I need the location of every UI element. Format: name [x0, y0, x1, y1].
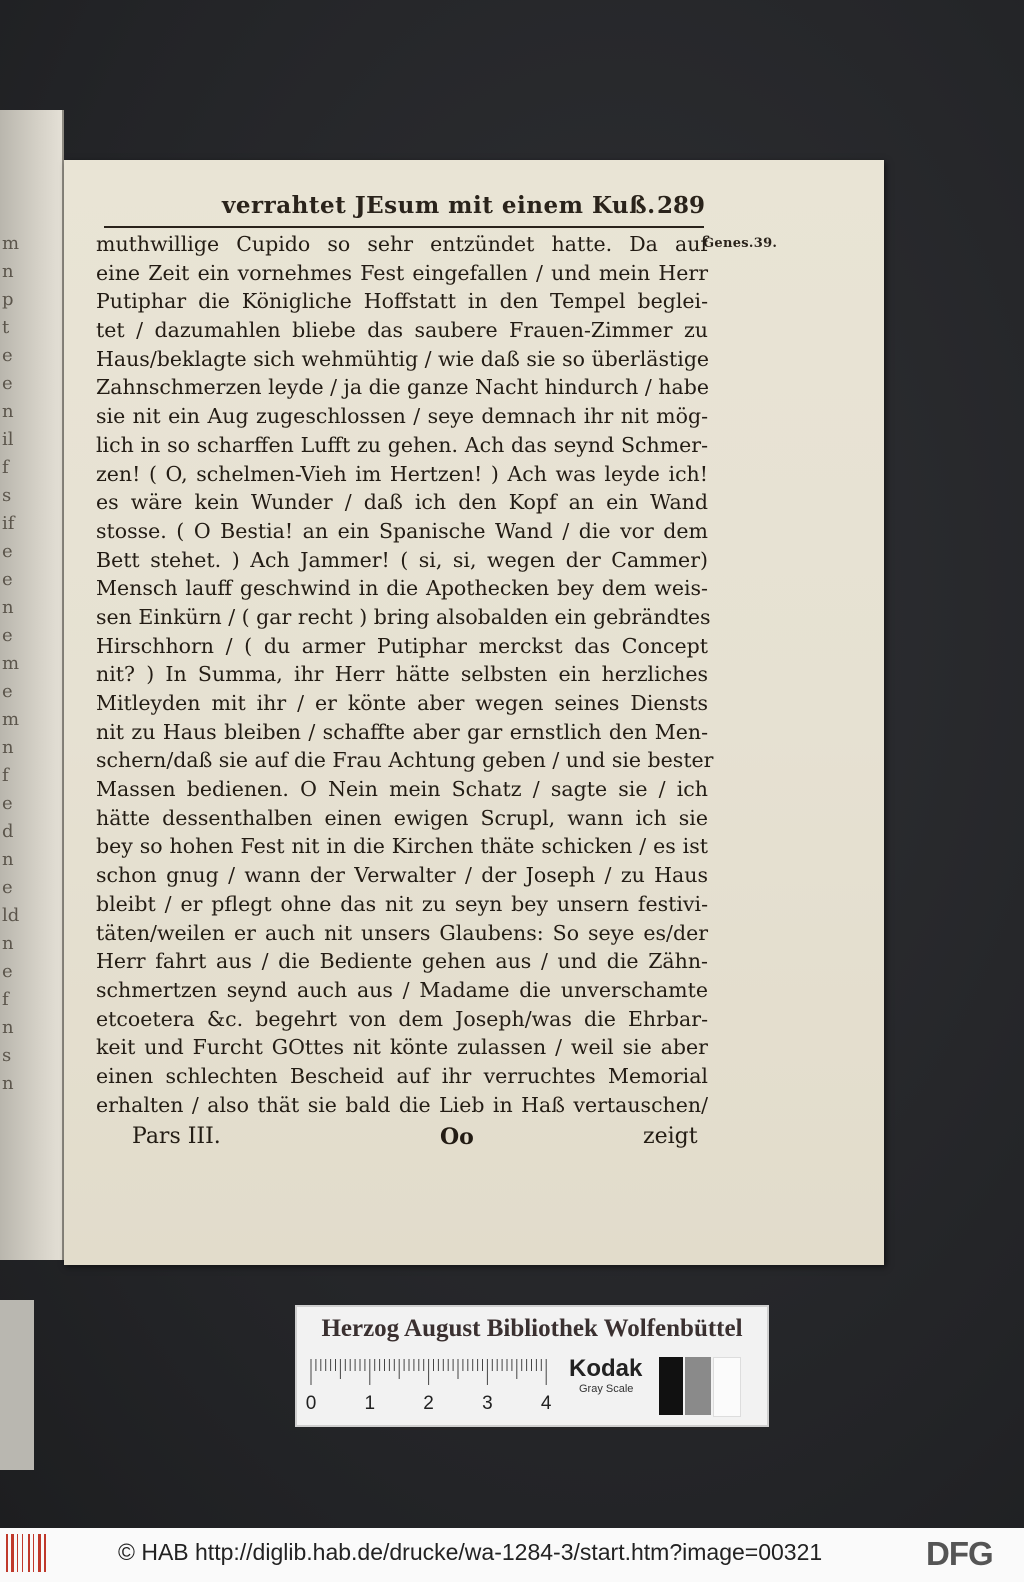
text-line: nit zu Haus bleiben / schaffte aber gar ernstlich den Men- — [96, 719, 708, 744]
text-line: tet / dazumahlen bliebe das saubere Frauen-Zimmer zu — [96, 318, 708, 343]
text-line: täten/weilen er auch nit unsers Glaubens: So seye es/der — [96, 920, 708, 945]
body-text — [96, 230, 714, 1119]
text-line: stosse. ( O Bestia! an ein Spanische Wand / die vor dem — [96, 518, 708, 543]
facing-page-text-fragments — [2, 230, 24, 1098]
text-line: lich in so scharffen Lufft zu gehen. Ach das seynd Schmer- — [96, 432, 708, 457]
facing-page-fragment: t — [2, 317, 10, 338]
facing-page-fragment: e — [2, 541, 13, 562]
text-line: Massen bedienen. O Nein mein Schatz / sagte sie / ich — [96, 777, 708, 802]
barcode-bar — [28, 1534, 30, 1572]
text-line: es wäre kein Wunder / daß ich den Kopf an ein Wand — [96, 490, 708, 515]
facing-page-fragment: n — [2, 849, 14, 870]
text-line: einen schlechten Bescheid auf ihr verruchtes Memorial — [96, 1063, 708, 1088]
text-line: muthwillige Cupido so sehr entzündet hatte. Da auf — [96, 232, 708, 256]
facing-page-fragment: if — [2, 513, 15, 534]
facing-page-fragment: d — [2, 821, 14, 842]
ruler-label: 1 — [364, 1393, 376, 1414]
text-line: Herr fahrt aus / die Bediente gehen aus / und die Zähn- — [96, 949, 708, 974]
facing-page-fragment: f — [2, 989, 9, 1010]
text-line: Hirschhorn / ( du armer Putiphar merckst das Concept — [96, 633, 708, 658]
facing-page-fragment: e — [2, 681, 13, 702]
barcode-bar — [17, 1534, 18, 1572]
text-line: Putiphar die Königliche Hoffstatt in den Tempel beglei- — [96, 289, 708, 314]
facing-page-edge — [0, 110, 64, 1260]
facing-page-fragment: e — [2, 877, 13, 898]
dfg-logo: DFG — [926, 1535, 993, 1572]
barcode-bar — [6, 1534, 8, 1572]
facing-page-fragment: e — [2, 569, 13, 590]
facing-page-fragment: n — [2, 261, 14, 282]
signature-mark: Oo — [440, 1124, 474, 1150]
text-line: nit? ) In Summa, ihr Herr hätte selbsten ein herzliches — [96, 662, 708, 687]
text-line: Mitleyden mit ihr / er könte aber wegen seines Diensts — [96, 691, 708, 715]
color-target — [295, 1305, 769, 1427]
facing-page-fragment: e — [2, 625, 13, 646]
text-line: eine Zeit ein vornehmes Fest eingefallen / und mein Herr — [96, 260, 708, 285]
text-line: Mensch lauff geschwind in die Apothecken bey dem weis- — [96, 576, 708, 601]
facing-page-fragment: n — [2, 1073, 14, 1094]
facing-page-fragment: f — [2, 765, 9, 786]
footer-credit: © HAB http://diglib.hab.de/drucke/wa-1284-3/start.htm?image=00321 — [118, 1539, 823, 1565]
running-head — [152, 190, 712, 226]
facing-page-fragment: m — [2, 653, 20, 674]
swatch-black — [659, 1357, 683, 1415]
barcode-bar — [11, 1534, 14, 1572]
facing-page-fragment: n — [2, 401, 14, 422]
facing-page-fragment: n — [2, 737, 14, 758]
ruler-label: 0 — [305, 1393, 317, 1414]
kodak-logo: Kodak — [569, 1355, 643, 1382]
facing-page-fragment: il — [2, 429, 14, 450]
swatch-gray — [685, 1357, 711, 1415]
ruler-label: 2 — [423, 1393, 434, 1414]
signature-pars: Pars III. — [132, 1124, 221, 1149]
facing-page-fragment: p — [2, 289, 14, 310]
ruler-label: 3 — [482, 1393, 493, 1414]
facing-page-fragment: n — [2, 933, 14, 954]
facing-page-fragment: e — [2, 961, 13, 982]
facing-page-fragment: e — [2, 345, 13, 366]
text-line: erhalten / also thät sie bald die Lieb in Haß vertauschen/ — [96, 1092, 708, 1117]
text-line: Haus/beklagte sich wehmühtig / wie daß sie so überlästige — [96, 346, 710, 371]
text-line: sen Einkürn / ( gar recht ) bring alsobalden ein gebrändtes — [96, 604, 711, 629]
running-title: verrahtet JEsum mit einem Kuß. — [222, 192, 656, 219]
book-spine-label — [0, 1300, 34, 1470]
text-line: Bett stehet. ) Ach Jammer! ( si, si, wegen der Cammer) — [96, 547, 708, 572]
facing-page-fragment: f — [2, 457, 9, 478]
text-line: hätte dessenthalben einen ewigen Scrupl, wann ich sie — [96, 805, 708, 830]
facing-page-fragment: e — [2, 373, 13, 394]
facing-page-fragment: s — [2, 485, 12, 506]
page-number: 289 — [657, 192, 706, 219]
facing-page-fragment: n — [2, 1017, 14, 1038]
barcode-bar — [22, 1534, 23, 1572]
target-title: Herzog August Bibliothek Wolfenbüttel — [321, 1315, 743, 1342]
scale-ruler — [305, 1357, 554, 1417]
facing-page-fragment: n — [2, 597, 14, 618]
text-line: sie nit ein Aug zugeschlossen / seye demnach ihr nit mög- — [96, 404, 708, 429]
text-line: schern/daß sie auf die Frau Achtung geben / und sie bester — [96, 748, 714, 773]
footer-bar — [0, 1528, 1024, 1582]
text-line: schon gnug / wann der Verwalter / der Joseph / zu Haus — [96, 863, 708, 888]
text-line: bleibt / er pflegt ohne das nit zu seyn bey unsern festivi- — [96, 891, 708, 916]
gray-swatches — [659, 1357, 741, 1415]
text-line: zen! ( O, schelmen-Vieh im Hertzen! ) Ach was leyde ich! — [96, 461, 708, 486]
gray-scale-label: Gray Scale — [579, 1383, 634, 1395]
barcode-icon — [4, 1532, 48, 1574]
facing-page-fragment: m — [2, 709, 20, 730]
header-rule — [104, 226, 704, 228]
swatch-white — [713, 1357, 741, 1417]
barcode-bar — [44, 1534, 46, 1572]
facing-page-fragment: ld — [2, 905, 20, 926]
text-line: etcoetera &c. begehrt von dem Joseph/was die Ehrbar- — [96, 1006, 708, 1031]
text-line: bey so hohen Fest nit in die Kirchen thäte schicken / es ist — [96, 834, 708, 859]
facing-page-fragment: e — [2, 793, 13, 814]
ruler-label: 4 — [540, 1393, 552, 1414]
text-line: schmertzen seynd auch aus / Madame die unverschamte — [96, 977, 708, 1002]
facing-page-fragment: s — [2, 1045, 12, 1066]
text-line: keit und Furcht GOttes nit könte zulassen / weil sie aber — [96, 1035, 708, 1060]
barcode-bar — [33, 1534, 34, 1572]
barcode-bar — [38, 1534, 41, 1572]
catchword: zeigt — [643, 1124, 698, 1149]
text-line: Zahnschmerzen leyde / ja die ganze Nacht hindurch / habe — [96, 375, 709, 400]
facing-page-fragment: m — [2, 233, 20, 254]
margin-note: Genes.39. — [703, 236, 778, 251]
